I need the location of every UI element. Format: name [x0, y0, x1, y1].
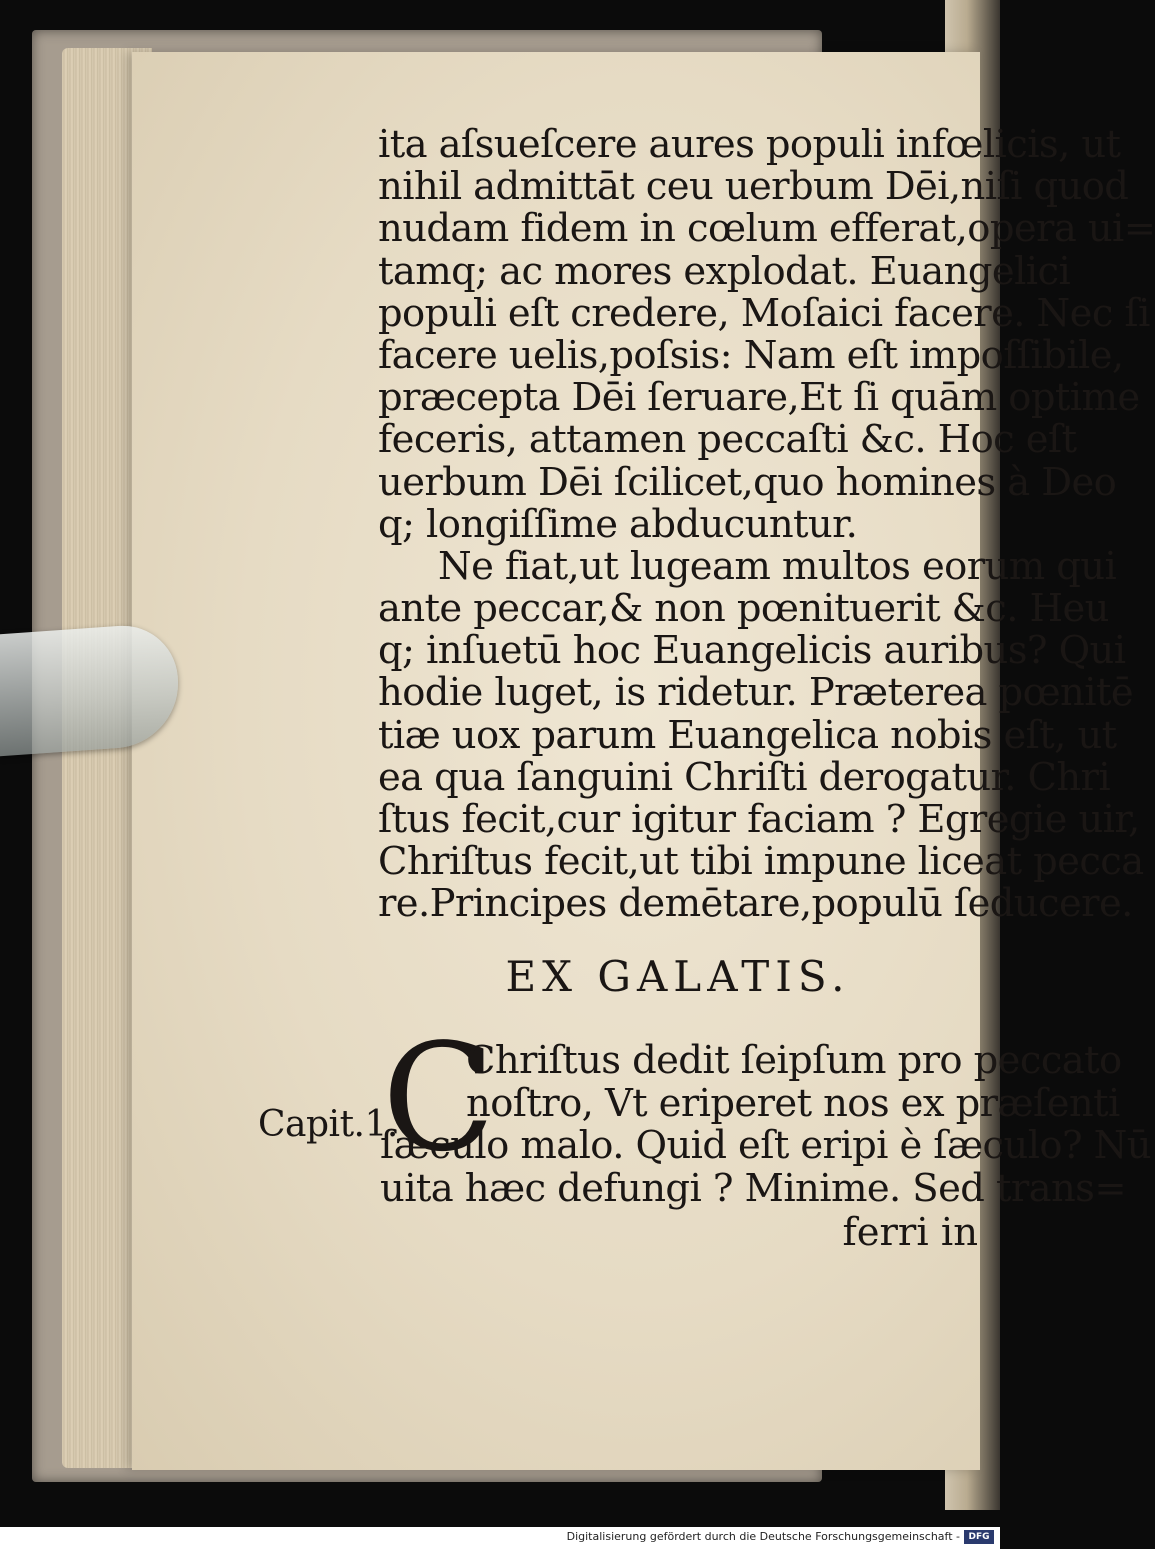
text-line: ante peccar,& non pœnituerit &c. Heu	[378, 586, 1109, 632]
funding-credit: Digitalisierung gefördert durch die Deutsche Forschungsgemeinschaft -	[566, 1530, 960, 1543]
text-line: re.Principes demētare,populū ſeducere.	[378, 881, 1133, 927]
catchword: ferri in	[842, 1210, 978, 1255]
text-line: uerbum Dēi ſcilicet,quo homines à Deo	[378, 459, 1117, 505]
text-line: q; longiſſime abducuntur.	[378, 501, 858, 547]
text-line: Chriſtus dedit ſeipſum pro peccato	[466, 1038, 1122, 1083]
text-line: facere uelis,poſsis: Nam eſt impoſſibile,	[378, 332, 1124, 378]
text-line: ita aſsueſcere aures populi infœlicis, ut	[378, 122, 1121, 167]
text-line: ea qua ſanguini Chriſti derogatur. Chri	[378, 754, 1111, 800]
text-line: ſæculo malo. Quid eſt eripi è ſæculo? Nū	[380, 1123, 1151, 1168]
text-line: hodie luget, is ridetur. Præterea pœnitē	[378, 670, 1134, 716]
text-line: noſtro, Vt eriperet nos ex præſenti	[466, 1080, 1120, 1126]
main-text-block	[378, 122, 1155, 927]
drop-capital: C	[382, 1012, 496, 1184]
text-line: feceris, attamen peccaſti &c. Hoc eſt	[378, 417, 1077, 463]
text-line: populi eſt credere, Moſaici facere. Nec ſi	[378, 290, 1150, 336]
text-line: ſtus fecit,cur igitur faciam ? Egregie uir,	[378, 797, 1140, 842]
dfg-logo: DFG	[964, 1530, 994, 1544]
section-text-block	[380, 1038, 1151, 1211]
text-line: uita hæc defungi ? Minime. Sed trans=	[380, 1165, 1126, 1211]
text-line: nudam fidem in cœlum efferat,opera ui=	[378, 206, 1155, 252]
section-heading: EX GALATIS.	[505, 952, 851, 1001]
text-line: tamq; ac mores explodat. Euangelici	[378, 248, 1071, 294]
text-line: Chriſtus fecit,ut tibi impune liceat pecca	[378, 839, 1144, 885]
marginal-note: Capit.1.	[258, 1104, 398, 1145]
text-line: q; inſuetū hoc Euangelicis auribus? Qui	[378, 628, 1126, 674]
text-line: nihil admittāt ceu uerbum Dēi,niſi quod	[378, 164, 1129, 210]
text-line: tiæ uox parum Euangelica nobis eſt, ut	[378, 712, 1117, 758]
text-line: præcepta Dēi ſeruare,Et ſi quām optime	[378, 375, 1140, 421]
text-line-paragraph-start: Ne fiat,ut lugeam multos eorum qui	[438, 543, 1117, 589]
